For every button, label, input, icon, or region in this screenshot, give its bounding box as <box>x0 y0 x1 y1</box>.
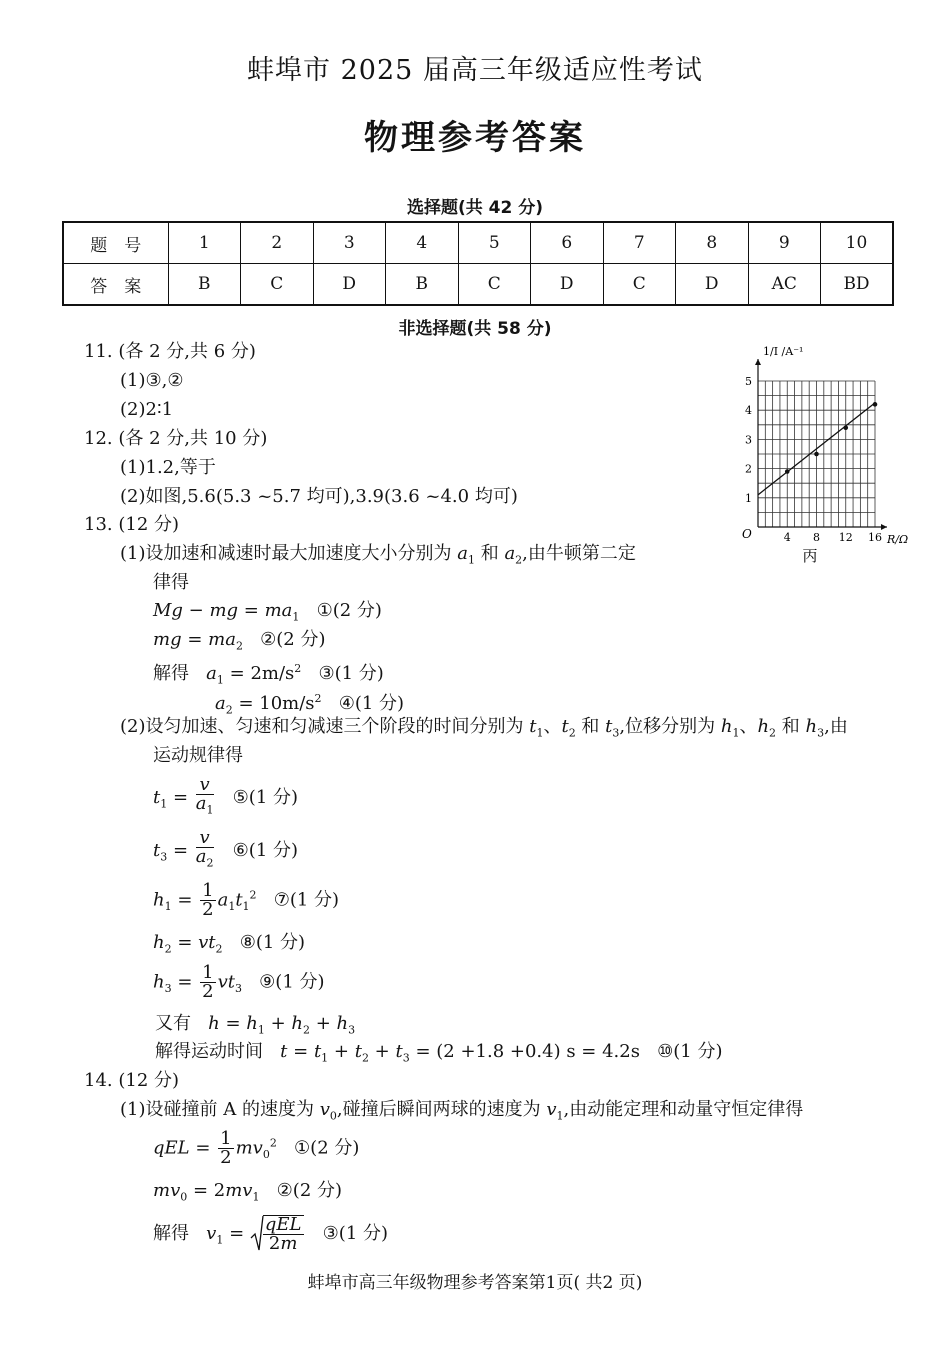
number-cell: 9 <box>748 222 821 264</box>
answer-cell: B <box>168 264 241 306</box>
answer-cell: D <box>531 264 604 306</box>
answer-cell: D <box>676 264 749 306</box>
answer-cell: C <box>241 264 314 306</box>
y-tick-label: 3 <box>745 433 752 447</box>
number-cell: 6 <box>531 222 604 264</box>
number-cell: 2 <box>241 222 314 264</box>
answer-cell: B <box>386 264 459 306</box>
number-cell: 10 <box>821 222 894 264</box>
number-cell: 5 <box>458 222 531 264</box>
q13-part1-text-cont: 律得 <box>153 572 189 593</box>
q12-heading: 12. (各 2 分,共 10 分) <box>84 428 268 449</box>
q13-heading: 13. (12 分) <box>84 514 180 535</box>
q12-part2: (2)如图,5.6(5.3 ~5.7 均可),3.9(3.6 ~4.0 均可) <box>120 486 518 507</box>
q13-eq2: mg = $ma_2$ ②(2 分) <box>153 629 326 653</box>
number-cell: 4 <box>386 222 459 264</box>
y-tick-label: 2 <box>745 462 752 476</box>
choice-section-heading: 选择题(共 42 分) <box>406 198 544 218</box>
q14-part1-text: (1)设碰撞前 A 的速度为 $v_0$,碰撞后瞬间两球的速度为 $v_1$,由动能定理和动量守恒定律得 <box>120 1099 804 1123</box>
q13-part2-text: (2)设匀加速、匀速和匀减速三个阶段的时间分别为 $t_1$、$t_2$ 和 $t_3$,位移分别为 $h_1$、$h_2$ 和 $h_3$,由 <box>120 716 848 740</box>
exam-title: 蚌埠市 2025 届高三年级适应性考试 <box>247 55 703 86</box>
q14-eq1: qEL = $\frac{1}{2}$ $mv_0^2$ ①(2 分) <box>153 1128 360 1168</box>
answer-cell: C <box>603 264 676 306</box>
q13-eq5: $t_1$ = $\frac{v}{a_1}$ ⑤(1 分) <box>153 774 299 817</box>
sqrt-expression: $\frac{\text{qEL}}{2m}$ <box>250 1214 306 1254</box>
chart-inverse-current-vs-resistance <box>728 340 918 566</box>
x-axis-arrow <box>881 524 887 530</box>
table-row-numbers <box>63 222 893 264</box>
number-cell: 3 <box>313 222 386 264</box>
x-tick-label: 16 <box>868 531 882 544</box>
page-footer: 蚌埠市高三年级物理参考答案第1页( 共2 页) <box>307 1273 643 1293</box>
x-tick-label: 4 <box>783 531 791 544</box>
data-point <box>814 452 819 457</box>
q11-part1: (1)③,② <box>120 370 184 391</box>
q11-part2: (2)2∶1 <box>120 399 174 420</box>
q14-heading: 14. (12 分) <box>84 1070 180 1091</box>
answer-cell: BD <box>821 264 894 306</box>
q14-eq2: $mv_0 = 2mv_1$ ②(2 分) <box>153 1180 343 1204</box>
row-label-answer: 答 案 <box>63 264 168 306</box>
q13-eq4: $a_2 = 10m/s^2$ ④(1 分) <box>215 692 405 717</box>
data-point <box>843 425 848 430</box>
q13-eq7: $h_1$ = $\frac{1}{2}$ $a_1t_1^2$ ⑦(1 分) <box>153 880 340 920</box>
y-axis-label: 1/I /A⁻¹ <box>763 345 804 358</box>
table-row-answers <box>63 264 893 306</box>
q13-eq9: $h_3$ = $\frac{1}{2}$ $vt_3$ ⑨(1 分) <box>153 962 325 1002</box>
q14-eq3: 解得 $v_1$ = $\frac{\text{qEL}}{2m}$ ③(1 分) <box>153 1214 389 1254</box>
nonchoice-section-heading: 非选择题(共 58 分) <box>398 319 552 339</box>
answer-cell: D <box>313 264 386 306</box>
x-tick-label: 12 <box>838 531 853 544</box>
answer-cell: C <box>458 264 531 306</box>
q12-part1: (1)1.2,等于 <box>120 457 216 478</box>
q13-part1-text: (1)设加速和减速时最大加速度大小分别为 $a_1$ 和 $a_2$,由牛顿第二定 <box>120 543 636 567</box>
page-title: 物理参考答案 <box>364 118 586 158</box>
q13-part2-text-cont: 运动规律得 <box>153 745 243 766</box>
q13-also: 又有 $h = h_1 + h_2 + h_3$ <box>155 1013 356 1037</box>
origin-label: O <box>742 527 752 541</box>
q13-eq8: $h_2 = vt_2$ ⑧(1 分) <box>153 932 306 956</box>
chart-caption: 丙 <box>802 547 818 565</box>
q13-eq3: 解得 $a_1 = 2m/s^2$ ③(1 分) <box>153 662 384 687</box>
x-axis-label: R/Ω <box>887 533 909 546</box>
q11-heading: 11. (各 2 分,共 6 分) <box>84 341 256 362</box>
answer-table <box>62 221 894 306</box>
data-point <box>785 469 790 474</box>
y-axis-arrow <box>755 359 761 365</box>
chart-axes <box>755 359 887 530</box>
y-tick-label: 5 <box>745 375 752 388</box>
row-label-number: 题 号 <box>63 222 168 264</box>
q13-eq6: $t_3$ = $\frac{v}{a_2}$ ⑥(1 分) <box>153 827 299 870</box>
q13-eq1: Mg − mg = $ma_1$ ①(2 分) <box>153 600 382 624</box>
q13-result: 解得运动时间 $t = t_1 + t_2 + t_3 = (2 +1.8 +0.4) s = 4.2s$ ⑩(1 分) <box>155 1041 723 1065</box>
y-tick-label: 4 <box>745 404 752 418</box>
answer-cell: AC <box>748 264 821 306</box>
number-cell: 7 <box>603 222 676 264</box>
data-point <box>873 402 878 407</box>
number-cell: 1 <box>168 222 241 264</box>
y-tick-label: 1 <box>745 491 752 505</box>
number-cell: 8 <box>676 222 749 264</box>
x-tick-label: 8 <box>813 531 820 544</box>
